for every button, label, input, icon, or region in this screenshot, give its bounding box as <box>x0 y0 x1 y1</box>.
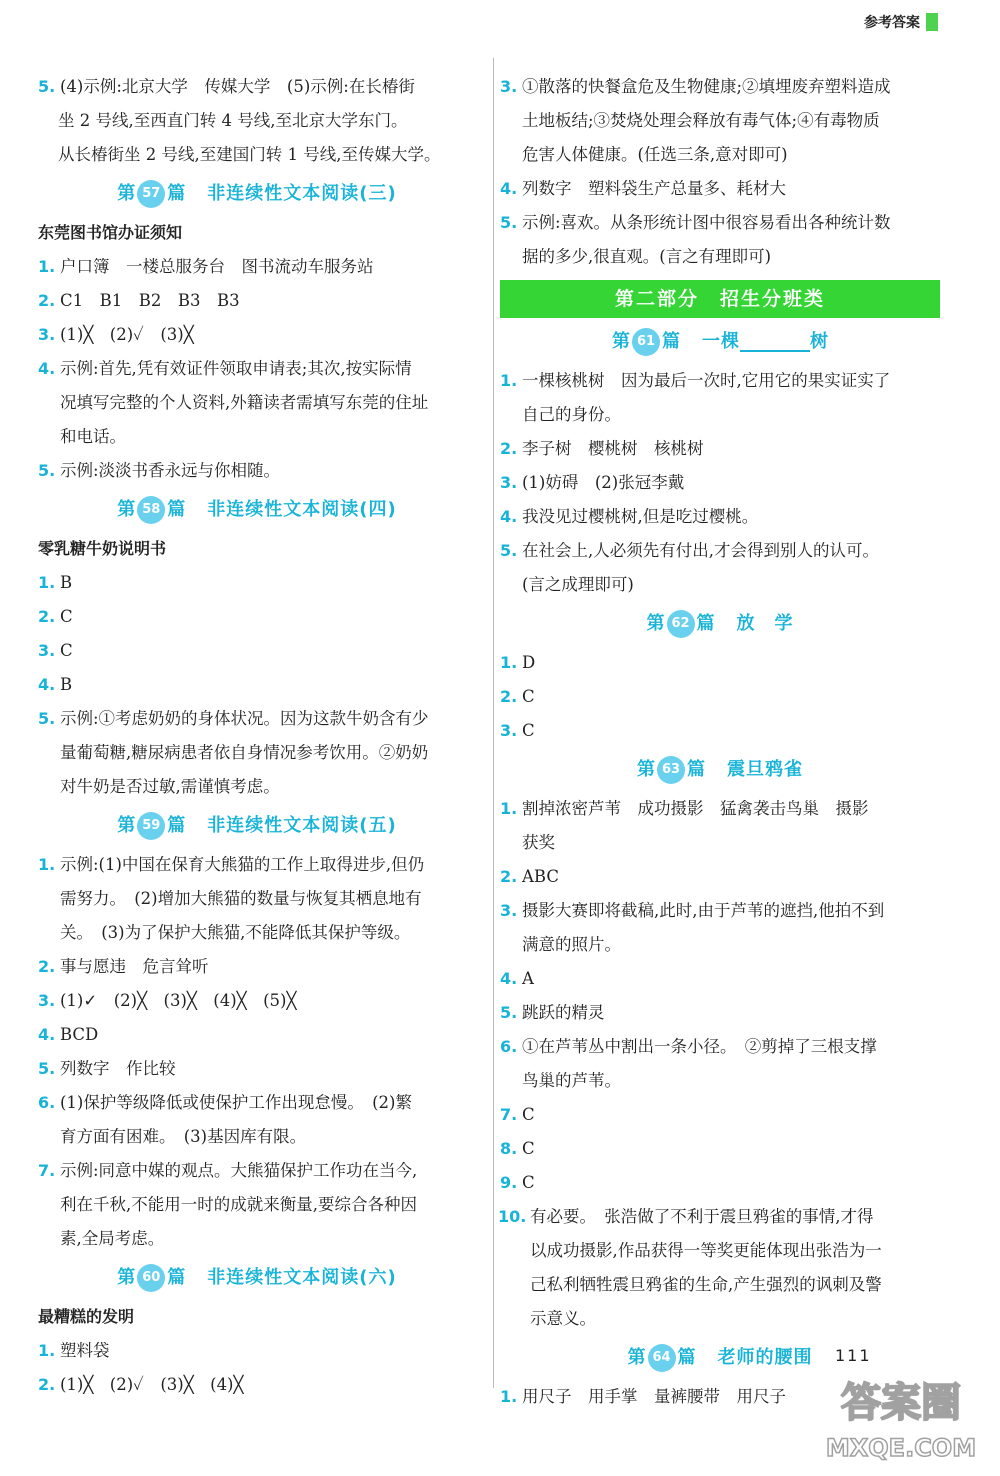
section-suffix: 篇 <box>677 1347 696 1368</box>
answer-text: B <box>60 675 73 694</box>
answer-text: C <box>522 721 535 740</box>
item-number: 2. <box>38 607 56 626</box>
section-prefix: 第 <box>637 759 655 780</box>
section-suffix: 篇 <box>662 331 680 352</box>
section-prefix: 第 <box>646 613 665 634</box>
item-number: 4. <box>38 675 56 694</box>
answer-2 <box>38 950 476 984</box>
answer-5 <box>38 454 476 488</box>
answer-line: 对牛奶是否过敏,需谨慎考虑。 <box>60 777 280 796</box>
answer-1 <box>38 250 476 284</box>
answer-7 <box>500 1098 940 1132</box>
item-number: 3. <box>500 77 518 96</box>
answer-6 <box>38 1086 476 1154</box>
answer-line: 鸟巢的芦苇。 <box>522 1071 621 1090</box>
section-title-60 <box>38 1260 476 1296</box>
item-number: 3. <box>500 473 518 492</box>
answer-line: 示例:喜欢。从条形统计图中很容易看出各种统计数 <box>522 213 891 232</box>
answer-line: 况填写完整的个人资料,外籍读者需填写东莞的住址 <box>60 393 429 412</box>
item-number: 1. <box>500 1387 518 1406</box>
item-number: 3. <box>38 991 56 1010</box>
item-number: 5. <box>500 213 518 232</box>
section-number-badge: 59 <box>137 812 165 840</box>
answer-3 <box>38 984 476 1018</box>
item-number: 6. <box>38 1093 56 1112</box>
answer-line: 利在千秋,不能用一时的成就来衡量,要综合各种因 <box>60 1195 417 1214</box>
item-number: 2. <box>38 291 56 310</box>
header-bar <box>926 13 938 31</box>
answer-1 <box>38 848 476 950</box>
answer-line: 满意的照片。 <box>522 935 621 954</box>
answer-5 <box>500 996 940 1030</box>
answer-4 <box>500 500 940 534</box>
answer-text: 列数字 塑料袋生产总量多、耗材大 <box>522 179 786 198</box>
section-title-text: 一棵 <box>702 331 740 352</box>
answer-line: 以成功摄影,作品获得一等奖更能体现出张浩为一 <box>530 1241 882 1260</box>
part-banner: 第二部分 招生分班类 <box>500 280 940 318</box>
item-number: 2. <box>38 1375 56 1394</box>
answer-line: 示例:首先,凭有效证件领取申请表;其次,按实际情 <box>60 359 412 378</box>
answer-line: 己私利牺牲震旦鸦雀的生命,产生强烈的讽刺及警 <box>530 1275 882 1294</box>
answer-line: 和电话。 <box>60 427 126 446</box>
watermark-text-url: MXQE.COM <box>825 1434 977 1462</box>
section-suffix: 篇 <box>167 499 186 520</box>
left-column <box>38 70 476 1402</box>
section-number-badge: 60 <box>137 1264 165 1292</box>
answer-text: C <box>522 1139 535 1158</box>
answer-2 <box>38 1368 476 1402</box>
answer-line: 示例:①考虑奶奶的身体状况。因为这款牛奶含有少 <box>60 709 429 728</box>
title-blank-line <box>740 332 810 352</box>
answer-text: 跳跃的精灵 <box>522 1003 605 1022</box>
section-number-badge: 63 <box>657 756 685 784</box>
section-number-badge: 58 <box>137 496 165 524</box>
item-number: 5. <box>500 1003 518 1022</box>
section-suffix: 篇 <box>167 1267 186 1288</box>
section-title-text: 震旦鸦雀 <box>727 759 803 780</box>
answer-7 <box>38 1154 476 1256</box>
answer-text: D <box>522 653 536 672</box>
answer-line: (言之成理即可) <box>522 575 634 594</box>
answer-line: (1)保护等级降低或使保护工作出现怠慢。 (2)繁 <box>60 1093 412 1112</box>
answer-text: (1)妨碍 (2)张冠李戴 <box>522 473 685 492</box>
section-number-badge: 57 <box>137 180 165 208</box>
answer-line: 关。 (3)为了保护大熊猫,不能降低其保护等级。 <box>60 923 411 942</box>
answer-3 <box>500 70 940 172</box>
answer-2 <box>38 600 476 634</box>
answer-line: 自己的身份。 <box>522 405 621 424</box>
section-number-badge: 61 <box>632 328 660 356</box>
item-number: 4. <box>500 969 518 988</box>
item-number: 2. <box>500 867 518 886</box>
answer-text: 示例:淡淡书香永远与你相随。 <box>60 461 281 480</box>
right-column <box>500 70 940 1414</box>
item-number: 1. <box>38 855 56 874</box>
item-number: 5. <box>38 1059 56 1078</box>
item-number: 1. <box>500 653 518 672</box>
answer-text: 我没见过樱桃树,但是吃过樱桃。 <box>522 507 759 526</box>
answer-10 <box>500 1200 940 1336</box>
answer-3 <box>500 894 940 962</box>
answer-line: 据的多少,很直观。(言之有理即可) <box>522 247 772 266</box>
column-divider <box>493 58 494 1388</box>
answer-text: A <box>522 969 534 988</box>
answer-text: C <box>60 641 73 660</box>
item-number: 2. <box>500 439 518 458</box>
answer-line: (4)示例:北京大学 传媒大学 (5)示例:在长椿街 <box>60 77 415 96</box>
item-number: 7. <box>500 1105 518 1124</box>
answer-3 <box>500 714 940 748</box>
answer-line: 摄影大赛即将截稿,此时,由于芦苇的遮挡,他拍不到 <box>522 901 885 920</box>
answer-text: 塑料袋 <box>60 1341 110 1360</box>
section-title-text: 非连续性文本阅读(五) <box>207 815 397 836</box>
section-suffix: 篇 <box>167 815 186 836</box>
answer-line: 素,全局考虑。 <box>60 1229 165 1248</box>
item-number: 4. <box>500 179 518 198</box>
item-number: 4. <box>500 507 518 526</box>
answer-text: 列数字 作比较 <box>60 1059 176 1078</box>
answer-2 <box>500 680 940 714</box>
item-number: 1. <box>38 1341 56 1360</box>
answer-1 <box>500 364 940 432</box>
answer-1 <box>38 1334 476 1368</box>
section-title-59 <box>38 808 476 844</box>
item-number: 1. <box>500 799 518 818</box>
item-number: 3. <box>500 721 518 740</box>
watermark-logo <box>816 1358 986 1468</box>
answer-text: B <box>60 573 73 592</box>
answer-text: C <box>522 1105 535 1124</box>
item-number: 6. <box>500 1037 518 1056</box>
item-number: 2. <box>38 957 56 976</box>
section-title-text-after: 树 <box>810 331 828 352</box>
section-suffix: 篇 <box>167 183 186 204</box>
section-prefix: 第 <box>612 331 630 352</box>
section-title-text: 老师的腰围 <box>717 1347 813 1368</box>
answer-2 <box>500 860 940 894</box>
answer-line: 需努力。 (2)增加大熊猫的数量与恢复其栖息地有 <box>60 889 422 908</box>
item-number: 5. <box>38 461 56 480</box>
section-prefix: 第 <box>627 1347 646 1368</box>
answer-line: 获奖 <box>522 833 555 852</box>
section-prefix: 第 <box>117 183 136 204</box>
section-title-text: 放 学 <box>736 613 794 634</box>
section-title-62 <box>500 606 940 642</box>
section-prefix: 第 <box>117 1267 136 1288</box>
answer-line: 危害人体健康。(任选三条,意对即可) <box>522 145 788 164</box>
answer-4 <box>38 1018 476 1052</box>
answer-line: ①在芦苇丛中割出一条小径。 ②剪掉了三根支撑 <box>522 1037 877 1056</box>
item-number: 8. <box>500 1139 518 1158</box>
answer-5 <box>38 70 476 104</box>
answer-text: (1)╳ (2)✓ (3)╳ <box>60 325 194 344</box>
answer-3 <box>38 634 476 668</box>
answer-line: 示意义。 <box>530 1309 596 1328</box>
page-header <box>864 12 938 32</box>
answer-text: 户口簿 一楼总服务台 图书流动车服务站 <box>60 257 374 276</box>
passage-title: 东莞图书馆办证须知 <box>38 223 183 242</box>
answer-line: 从长椿街坐 2 号线,至建国门转 1 号线,至传媒大学。 <box>58 145 441 164</box>
answer-6 <box>500 1030 940 1098</box>
section-prefix: 第 <box>117 499 136 520</box>
answer-4 <box>500 172 940 206</box>
answer-text: C <box>522 687 535 706</box>
answer-line: 土地板结;③焚烧处理会释放有毒气体;④有毒物质 <box>522 111 880 130</box>
section-number-badge: 62 <box>667 610 695 638</box>
answer-text: C <box>60 607 73 626</box>
section-prefix: 第 <box>117 815 136 836</box>
answer-1 <box>500 792 940 860</box>
item-number: 9. <box>500 1173 518 1192</box>
answer-4 <box>38 352 476 454</box>
section-title-61 <box>500 324 940 360</box>
answer-line: 割掉浓密芦苇 成功摄影 猛禽袭击鸟巢 摄影 <box>522 799 869 818</box>
item-number: 5. <box>38 709 56 728</box>
item-number: 5. <box>500 541 518 560</box>
answer-5 <box>500 206 940 274</box>
answer-line: 量葡萄糖,糖尿病患者依自身情况参考饮用。②奶奶 <box>60 743 429 762</box>
answer-1 <box>500 646 940 680</box>
answer-line: 育方面有困难。 (3)基因库有限。 <box>60 1127 307 1146</box>
passage-title: 最糟糕的发明 <box>38 1307 135 1326</box>
section-number-badge: 64 <box>648 1344 676 1372</box>
section-title-57 <box>38 176 476 212</box>
section-title-text: 非连续性文本阅读(三) <box>207 183 397 204</box>
item-number: 4. <box>38 359 56 378</box>
item-number: 7. <box>38 1161 56 1180</box>
answer-line: 一棵核桃树 因为最后一次时,它用它的果实证实了 <box>522 371 891 390</box>
answer-2 <box>38 284 476 318</box>
answer-text: (1)╳ (2)✓ (3)╳ (4)╳ <box>60 1375 244 1394</box>
answer-text: ABC <box>522 867 559 886</box>
section-title-58 <box>38 492 476 528</box>
answer-1 <box>38 566 476 600</box>
section-title-text: 非连续性文本阅读(六) <box>207 1267 397 1288</box>
answer-text: 事与愿违 危言耸听 <box>60 957 209 976</box>
answer-3 <box>500 466 940 500</box>
section-suffix: 篇 <box>687 759 705 780</box>
answer-line: 示例:(1)中国在保育大熊猫的工作上取得进步,但仍 <box>60 855 425 874</box>
answer-line: ①散落的快餐盒危及生物健康;②填埋废弃塑料造成 <box>522 77 891 96</box>
answer-text: (1)✓ (2)╳ (3)╳ (4)╳ (5)╳ <box>60 991 297 1010</box>
answer-8 <box>500 1132 940 1166</box>
answer-5 <box>500 534 940 602</box>
answer-3 <box>38 318 476 352</box>
item-number: 4. <box>38 1025 56 1044</box>
page-number: 111 <box>835 1346 872 1365</box>
answer-text: BCD <box>60 1025 99 1044</box>
item-number: 3. <box>500 901 518 920</box>
answer-4 <box>38 668 476 702</box>
passage-title: 零乳糖牛奶说明书 <box>38 539 167 558</box>
answer-line: 示例:同意中媒的观点。大熊猫保护工作功在当今, <box>60 1161 418 1180</box>
answer-text: C <box>522 1173 535 1192</box>
answer-2 <box>500 432 940 466</box>
item-number: 1. <box>38 573 56 592</box>
item-number: 10. <box>498 1207 527 1226</box>
item-number: 5. <box>38 77 56 96</box>
answer-line: 在社会上,人必须先有付出,才会得到别人的认可。 <box>522 541 879 560</box>
answer-9 <box>500 1166 940 1200</box>
answer-4 <box>500 962 940 996</box>
item-number: 3. <box>38 641 56 660</box>
answer-5 <box>38 702 476 804</box>
item-number: 1. <box>38 257 56 276</box>
section-suffix: 篇 <box>696 613 715 634</box>
item-number: 1. <box>500 371 518 390</box>
answer-line: 坐 2 号线,至西直门转 4 号线,至北京大学东门。 <box>58 111 408 130</box>
section-title-text: 非连续性文本阅读(四) <box>207 499 397 520</box>
answer-5 <box>38 1052 476 1086</box>
section-title-63 <box>500 752 940 788</box>
answer-text: 用尺子 用手掌 量裤腰带 用尺子 <box>522 1387 786 1406</box>
item-number: 2. <box>500 687 518 706</box>
answer-text: C1 B1 B2 B3 B3 <box>60 291 240 310</box>
watermark-text-cn: 答案圈 <box>841 1380 961 1426</box>
header-label: 参考答案 <box>864 15 920 31</box>
answer-line: 有必要。 张浩做了不利于震旦鸦雀的事情,才得 <box>530 1207 874 1226</box>
item-number: 3. <box>38 325 56 344</box>
answer-text: 李子树 樱桃树 核桃树 <box>522 439 704 458</box>
